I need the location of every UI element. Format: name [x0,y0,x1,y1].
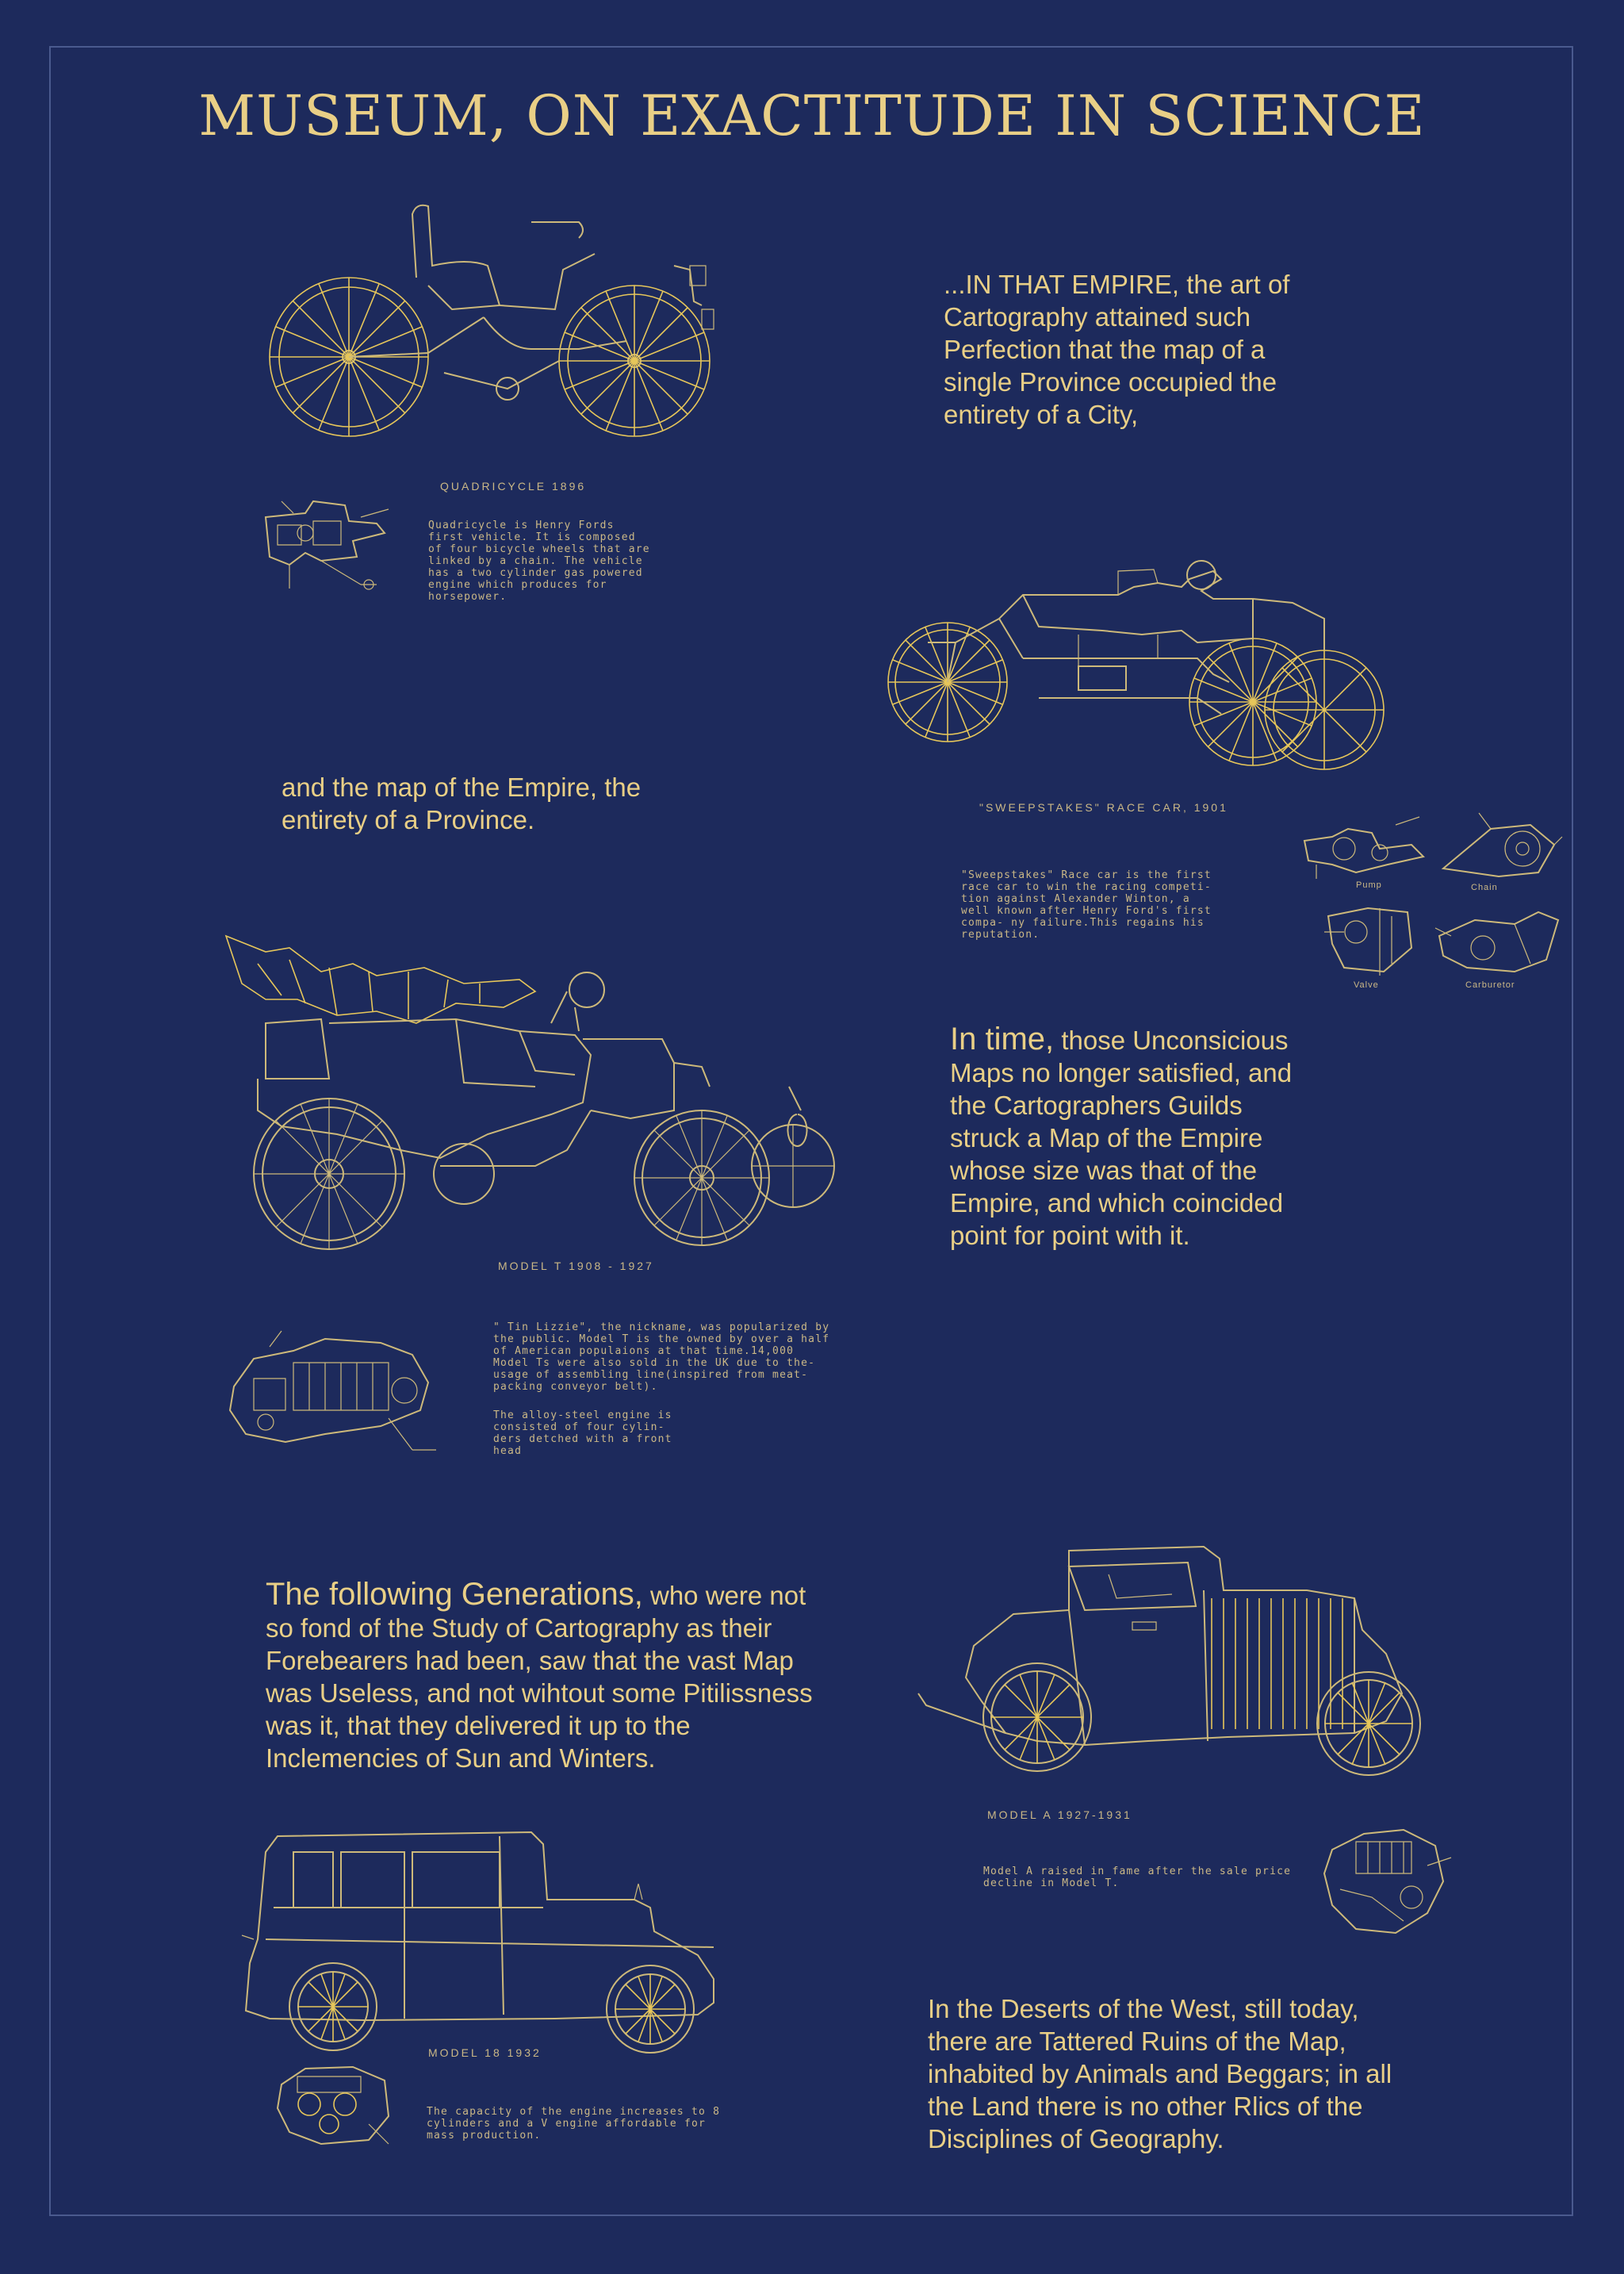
story-paragraph-5: In the Deserts of the West, still today, there are Tattered Ruins of the Map, inhabited by Animals and Beggars; in all the Land there is no other Rlics of the Disciplines of Geography. [928,1994,1392,2153]
model-t-illustration [218,928,852,1261]
model-18-rear-wheel [289,1963,377,2050]
model-a-front-wheel [1317,1672,1420,1775]
chain-diagram [1435,813,1562,884]
model-18-front-wheel [607,1965,694,2053]
model-a-engine-drawing [1316,1818,1451,1941]
model-18-caption: MODEL 18 1932 [428,2046,542,2059]
story-paragraph-3-text: those Unconsicious Maps no longer satisfied, and the Cartographers Guilds struck a Map of the Empire whose size was that of the Empire, and which coincided point for point with it. [950,1026,1293,1250]
sweepstakes-caption: "SWEEPSTAKES" RACE CAR, 1901 [979,801,1228,814]
chain-label: Chain [1471,883,1498,892]
poster-title: MUSEUM, ON EXACTITUDE IN SCIENCE [198,83,1426,148]
model-a-description: Model A raised in fame after the sale price decline in Model T. [983,1866,1292,1889]
quadricycle-engine-drawing [258,485,393,596]
model-t-front-wheel [634,1110,834,1245]
carburetor-label: Carburetor [1465,980,1515,990]
model-t-rear-wheel [254,1099,404,1249]
model-18-illustration [238,1820,730,2058]
pump-diagram [1300,817,1427,880]
story-paragraph-3-lead: In time, [950,1022,1055,1056]
model-a-caption: MODEL A 1927-1931 [987,1808,1132,1821]
sweepstakes-front-wheel [1189,638,1384,769]
sweepstakes-illustration [880,555,1380,777]
pump-label: Pump [1356,880,1382,890]
story-paragraph-4-text: who were not so fond of the Study of Cartography as their Forebearers had been, saw that the vast Map was Useless, and not wihtout some Pitilissness was it, that they delivered it up to the Inclemencies of Sun and Winters. [266,1581,813,1773]
model-a-rear-wheel [983,1663,1091,1771]
valve-diagram [1320,900,1431,980]
story-paragraph-2: and the map of the Empire, the entirety of a Province. [282,773,642,834]
carburetor-diagram [1435,904,1562,976]
story-paragraph-1: ...IN THAT EMPIRE, the art of Cartography attained such Perfection that the map of a single Province occupied the entirety of a City, [944,270,1290,429]
story-paragraph-4 [266,1578,821,1774]
model-t-description: " Tin Lizzie", the nickname, was popularized by the public. Model T is the owned by over a half of American populaions at that time.14,000 Model Ts were also sold in the UK due to the- usage of assembling line(inspired from meat- packing conveyor belt). [493,1321,830,1393]
model-18-engine-drawing [274,2061,393,2148]
model-a-illustration [910,1543,1450,1797]
model-18-description: The capacity of the engine increases to 8 cylinders and a V engine affordable for mass production. [427,2106,721,2142]
model-t-engine-description: The alloy-steel engine is consisted of four cylin- ders detched with a front head [493,1409,672,1457]
quadricycle-front-wheel [559,286,710,436]
valve-label: Valve [1354,980,1379,990]
quadricycle-caption: QUADRICYCLE 1896 [440,480,587,493]
model-t-caption: MODEL T 1908 - 1927 [498,1260,654,1272]
story-paragraph-3 [950,1023,1307,1252]
sweepstakes-description: "Sweepstakes" Race car is the first race car to win the racing competi- tion against Alexander Winton, a well known after Henry Ford's first compa- ny failure.This regains his reputation. [961,869,1212,941]
model-t-engine-drawing [222,1323,444,1450]
quadricycle-illustration [246,190,737,452]
quadricycle-description: Quadricycle is Henry Fords first vehicle. It is composed of four bicycle wheels that are linked by a chain. The vehicle has a two cylinder gas powered engine which produces for horsepower. [428,520,650,603]
story-paragraph-4-lead: The following Generations, [266,1577,643,1612]
